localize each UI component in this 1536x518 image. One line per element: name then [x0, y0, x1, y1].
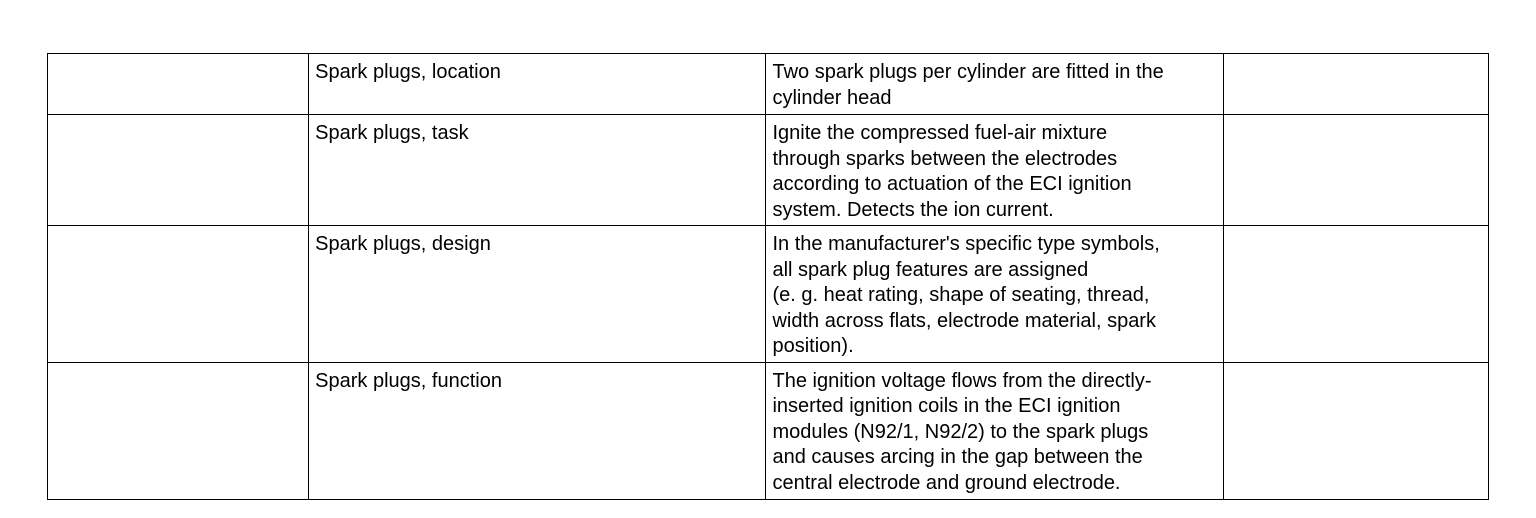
description-line: central electrode and ground electrode. — [772, 471, 1121, 494]
table-row — [48, 115, 1489, 226]
description-line: Two spark plugs per cylinder are fitted in the — [772, 61, 1164, 83]
description-line: The ignition voltage flows from the directly- — [772, 369, 1152, 392]
blank-cell — [48, 115, 309, 226]
table-row — [48, 226, 1489, 363]
blank-cell — [1223, 54, 1488, 115]
description-line: all spark plug features are assigned — [772, 258, 1089, 281]
blank-cell — [1223, 362, 1488, 499]
description-line: width across flats, electrode material, spark — [772, 309, 1156, 332]
description-line: system. Detects the ion current. — [772, 198, 1054, 221]
description-line: through sparks between the electrodes — [772, 147, 1118, 170]
blank-cell — [48, 54, 309, 115]
description-line: position). — [772, 335, 854, 357]
description-cell — [766, 115, 1223, 226]
description-line: according to actuation of the ECI ignition — [772, 173, 1132, 195]
topic-cell: Spark plugs, design — [309, 226, 766, 363]
blank-cell — [1223, 115, 1488, 226]
description-line: inserted ignition coils in the ECI ignition — [772, 395, 1121, 417]
description-cell — [766, 54, 1223, 115]
table-row — [48, 54, 1489, 115]
spark-plug-info-table — [47, 53, 1489, 500]
description-line: Ignite the compressed fuel-air mixture — [772, 122, 1108, 144]
blank-cell — [48, 362, 309, 499]
description-line: (e. g. heat rating, shape of seating, thread, — [772, 284, 1150, 306]
description-line: In the manufacturer's specific type symbols, — [772, 233, 1160, 255]
description-cell — [766, 362, 1223, 499]
blank-cell — [48, 226, 309, 363]
description-cell — [766, 226, 1223, 363]
description-line: modules (N92/1, N92/2) to the spark plugs — [772, 420, 1149, 443]
topic-cell: Spark plugs, location — [309, 54, 766, 115]
blank-cell — [1223, 226, 1488, 363]
topic-cell: Spark plugs, function — [309, 362, 766, 499]
description-line: cylinder head — [772, 86, 892, 109]
description-line: and causes arcing in the gap between the — [772, 446, 1143, 468]
table-row — [48, 362, 1489, 499]
topic-cell: Spark plugs, task — [309, 115, 766, 226]
